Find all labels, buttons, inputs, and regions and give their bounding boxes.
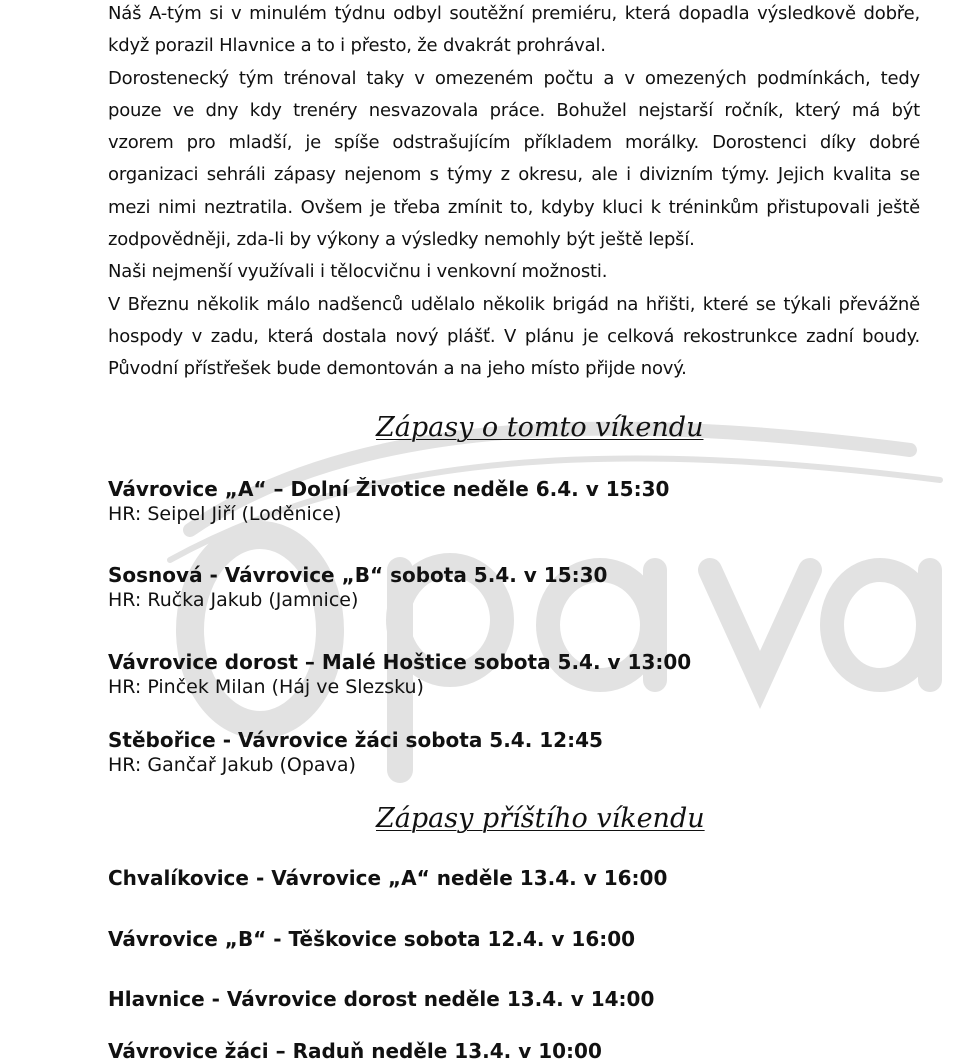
match-this-weekend-3: Vávrovice dorost – Malé Hoštice sobota 5.4. v 13:00 [108,650,692,674]
paragraph-a-team: Náš A-tým si v minulém týdnu odbyl soutěžní premiéru, která dopadla výsledkově dobře, když porazil Hlavnice a to i přesto, že dvakrát prohrával. [108,3,920,57]
match-next-weekend-2: Vávrovice „B“ - Těškovice sobota 12.4. v 16:00 [108,927,636,951]
match-this-weekend-1: Vávrovice „A“ – Dolní Životice neděle 6.4. v 15:30 [108,477,670,501]
paragraph-youngest: Naši nejmenší využívali i tělocvičnu i venkovní možnosti. [108,261,608,283]
match-this-weekend-4: Stěbořice - Vávrovice žáci sobota 5.4. 12:45 [108,728,603,752]
match-next-weekend-3: Hlavnice - Vávrovice dorost neděle 13.4. v 14:00 [108,987,655,1011]
heading-this-weekend: Zápasy o tomto víkendu [376,412,704,443]
referee-this-weekend-2: HR: Ručka Jakub (Jamnice) [108,589,359,611]
paragraph-brigades: V Březnu několik málo nadšenců udělalo několik brigád na hřišti, které se týkali převážně hospody v zadu, která dostala nový plášť. V plánu je celková rekostrunkce zadní boudy. Původní přístřešek bude demontován a na jeho místo přijde nový. [108,293,920,380]
heading-next-weekend: Zápasy příštího víkendu [376,803,705,834]
referee-this-weekend-3: HR: Pinček Milan (Háj ve Slezsku) [108,676,424,698]
referee-this-weekend-4: HR: Gančař Jakub (Opava) [108,754,356,776]
referee-this-weekend-1: HR: Seipel Jiří (Loděnice) [108,503,342,525]
match-next-weekend-4: Vávrovice žáci – Raduň neděle 13.4. v 10:00 [108,1039,602,1063]
paragraph-youth-team: Dorostenecký tým trénoval taky v omezeném počtu a v omezených podmínkách, tedy pouze ve dny kdy trenéry nesvazovala práce. Bohužel nejstarší ročník, který má být vzorem pro mladší, je spíše odstrašujícím příkladem morálky. Dorostenci díky dobré organizaci sehráli zápasy nejenom s týmy z okresu, ale i divizním týmy. Jejich kvalita se mezi nimi neztratila. Ovšem je třeba zmínit to, kdyby kluci k tréninkům přistupovali ještě zodpovědněji, zda-li by výkony a výsledky nemohly být ještě lepší. [108,67,920,251]
document-body [108,0,920,1063]
match-next-weekend-1: Chvalíkovice - Vávrovice „A“ neděle 13.4. v 16:00 [108,866,668,890]
match-this-weekend-2: Sosnová - Vávrovice „B“ sobota 5.4. v 15:30 [108,563,608,587]
